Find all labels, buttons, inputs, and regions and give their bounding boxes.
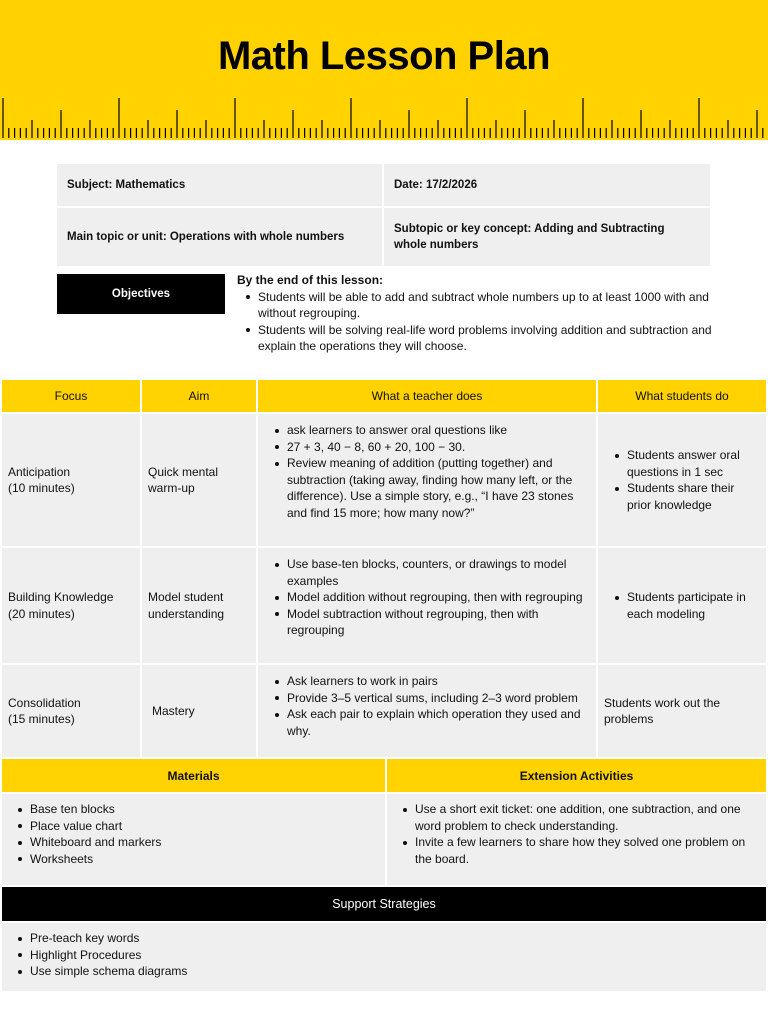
list-item: Students answer oral questions in 1 sec [604, 447, 760, 480]
ruler-decoration [0, 90, 768, 140]
materials-panel [2, 794, 385, 885]
list-item: Worksheets [2, 851, 385, 868]
date-cell [384, 164, 710, 206]
focus-title: Anticipation [8, 464, 71, 479]
topic-text: Main topic or unit: Operations with whole numbers [67, 231, 345, 243]
support-panel [2, 923, 766, 991]
student-actions-list [604, 447, 760, 513]
students-text: Students work out the problems [604, 695, 721, 726]
table-row-students [598, 665, 766, 757]
objectives-label: Objectives [57, 274, 225, 314]
list-item: Whiteboard and markers [2, 834, 385, 851]
student-actions-list [604, 589, 760, 622]
focus-title: Consolidation [8, 695, 81, 710]
focus-duration: (10 minutes) [8, 481, 75, 495]
list-item: Model addition without regrouping, then with regrouping [264, 589, 590, 606]
list-item: Review meaning of addition (putting together) and subtraction (taking away, finding how many left, or the difference). Use a simple story, e.g., “I have 23 stones and find 15 more; how many now?” [264, 455, 590, 521]
page-title: Math Lesson Plan [217, 34, 551, 78]
topic-cell [57, 208, 382, 266]
objectives-content [237, 272, 727, 355]
focus-duration: (15 minutes) [8, 712, 75, 726]
list-item: ask learners to answer oral questions like [264, 422, 590, 439]
support-list [2, 930, 766, 980]
objective-item: Students will be able to add and subtract whole numbers up to at least 1000 with and without regrouping. [237, 289, 727, 322]
table-row-aim [142, 414, 256, 546]
list-item: 27 + 3, 40 − 8, 60 + 20, 100 − 30. [264, 439, 590, 456]
header-banner [0, 0, 768, 140]
focus-title: Building Knowledge [8, 590, 114, 604]
table-row-teacher [258, 665, 596, 757]
subtopic-text: Subtopic or key concept: Adding and Subtracting whole numbers [394, 223, 665, 251]
support-heading: Support Strategies [2, 887, 766, 921]
list-item: Use base-ten blocks, counters, or drawings to model examples [264, 556, 590, 589]
table-header-focus: Focus [2, 380, 140, 412]
extension-list [387, 801, 754, 867]
list-item: Provide 3–5 vertical sums, including 2–3 word problem [264, 690, 590, 707]
list-item: Ask learners to work in pairs [264, 673, 590, 690]
list-item: Students share their prior knowledge [604, 480, 760, 513]
list-item: Base ten blocks [2, 801, 385, 818]
subject-cell [57, 164, 382, 206]
list-item: Invite a few learners to share how they solved one problem on the board. [387, 834, 754, 867]
extension-panel [387, 794, 766, 885]
materials-heading: Materials [2, 759, 385, 792]
table-row-focus [2, 548, 140, 663]
list-item: Students participate in each modeling [604, 589, 760, 622]
table-row-students [598, 548, 766, 663]
table-row-aim [142, 665, 256, 757]
aim-text: Model student understanding [148, 590, 225, 621]
aim-text: Mastery [152, 703, 195, 718]
extension-heading: Extension Activities [387, 759, 766, 792]
table-row-focus [2, 414, 140, 546]
teacher-actions-list [264, 673, 590, 739]
date-text: Date: 17/2/2026 [394, 179, 478, 191]
objectives-intro: By the end of this lesson: [237, 273, 384, 287]
list-item: Ask each pair to explain which operation they used and why. [264, 706, 590, 739]
table-header-teacher: What a teacher does [258, 380, 596, 412]
objective-item: Students will be solving real-life word problems involving addition and subtraction and explain the operations they will choose. [237, 322, 727, 355]
teacher-actions-list [264, 556, 590, 639]
list-item: Place value chart [2, 818, 385, 835]
table-header-students: What students do [598, 380, 766, 412]
table-row-focus [2, 665, 140, 757]
table-row-teacher [258, 414, 596, 546]
list-item: Highlight Procedures [2, 947, 766, 964]
materials-list [2, 801, 385, 867]
list-item: Use simple schema diagrams [2, 963, 766, 980]
focus-duration: (20 minutes) [8, 606, 75, 621]
list-item: Model subtraction without regrouping, then with regrouping [264, 606, 590, 639]
table-row-students [598, 414, 766, 546]
subtopic-cell [384, 208, 710, 266]
list-item: Pre-teach key words [2, 930, 766, 947]
teacher-actions-list [264, 422, 590, 521]
subject-text: Subject: Mathematics [67, 179, 186, 191]
table-header-aim: Aim [142, 380, 256, 412]
objectives-list [237, 289, 727, 355]
list-item: Use a short exit ticket: one addition, one subtraction, and one word problem to check understanding. [387, 801, 754, 834]
aim-text: Quick mental warm-up [148, 464, 219, 495]
table-row-teacher [258, 548, 596, 663]
table-row-aim [142, 548, 256, 663]
